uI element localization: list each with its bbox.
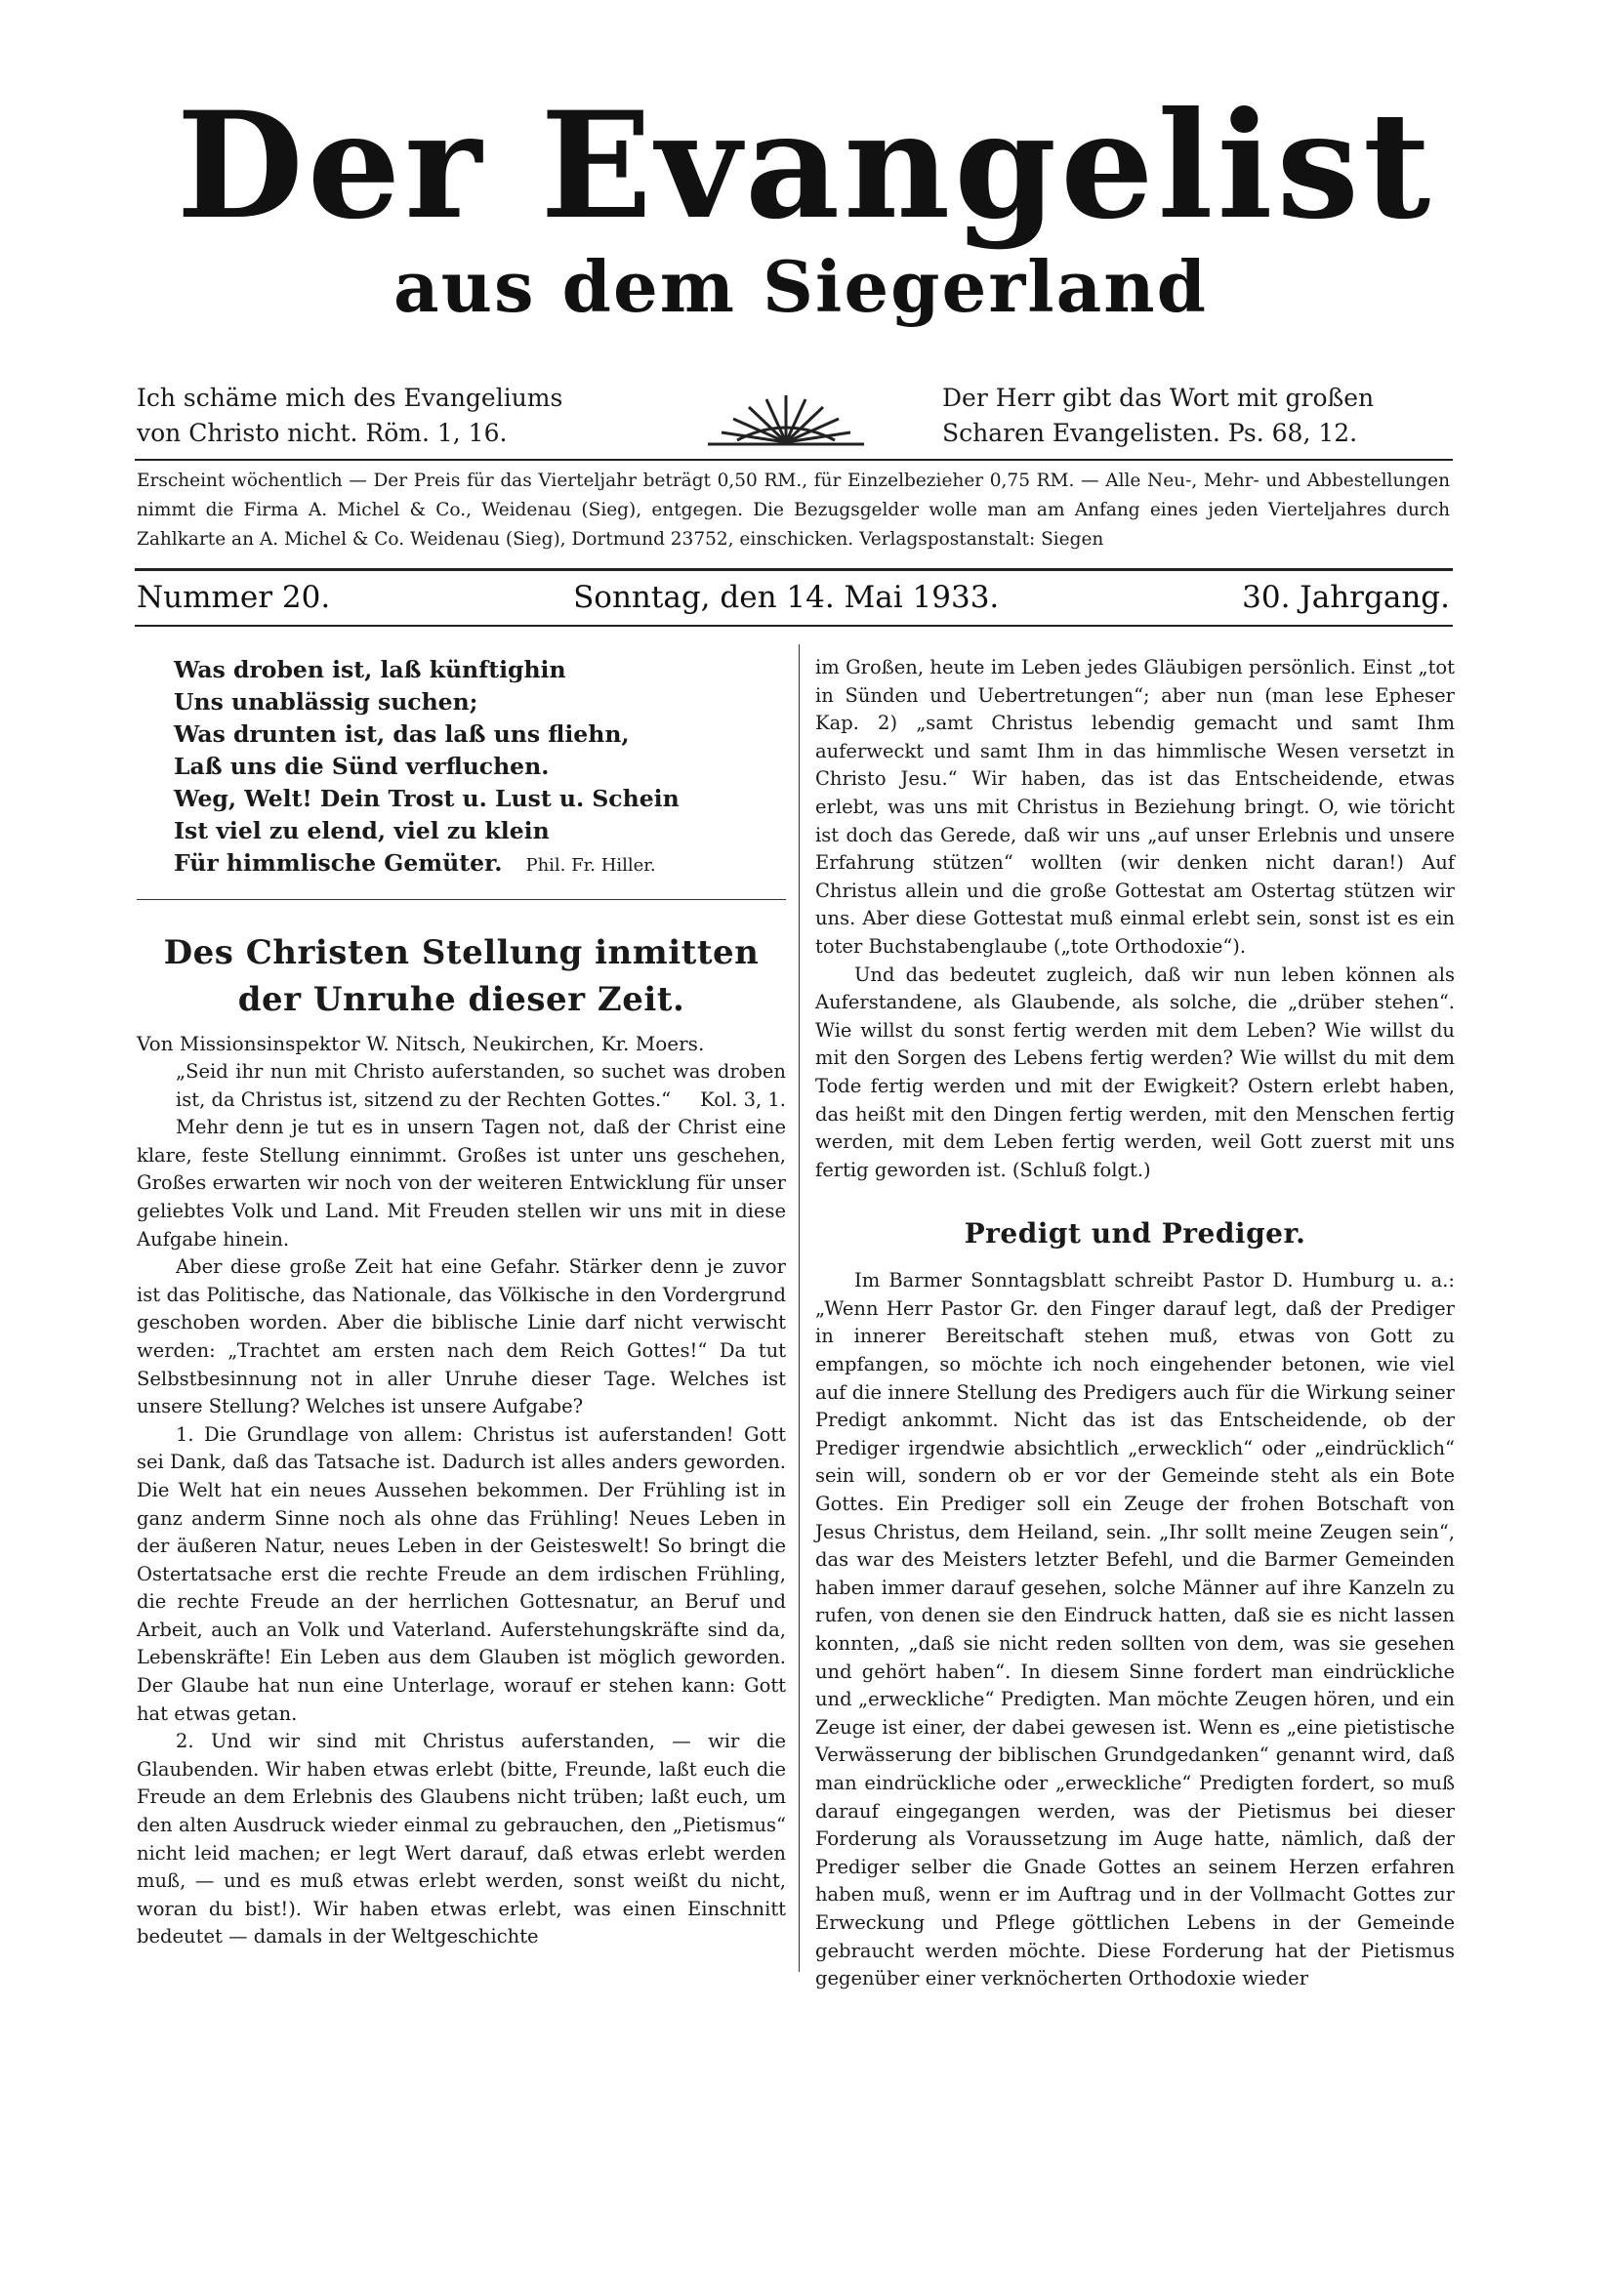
poem-line: Weg, Welt! Dein Trost u. Lust u. Schein (174, 785, 680, 812)
masthead-subtitle: aus dem Siegerland (393, 245, 1208, 328)
subscription-info: Erscheint wöchentlich — Der Preis für das Vierteljahr beträgt 0,50 RM., für Einzelbezieher 0,75 RM. — Alle Neu-, Mehr- und Abbestellungen nimmt die Firma A. Michel & Co., Weidenau (Sieg), entgegen. Die Bezugsgelder wolle man am Anfang eines jeden Vierteljahres durch Zahlkarte an A. Michel & Co. Weidenau (Sieg), Dortmund 23752, einschicken. Verlagspostanstalt: Siegen (137, 471, 1450, 550)
article-paragraph: 2. Und wir sind mit Christus auferstanden, — wir die Glaubenden. Wir haben etwas erlebt (bitte, Freunde, laßt euch die Freude an dem Erlebnis des Glaubens nicht trüben; laßt euch, um den alten Ausdruck wieder einmal zu gebrauchen, den „Pietismus“ nicht leid machen; er legt Wert darauf, daß etwas erlebt werden muß, — und es muß etwas erlebt werden, sonst weißt du nicht, woran du bist!). Wir haben etwas erlebt, was einen Einschnitt bedeutet — damals in der Weltgeschichte (137, 1730, 786, 1948)
poem-attribution: Phil. Fr. Hiller. (525, 855, 656, 876)
issue-number: Nummer 20. (137, 580, 331, 615)
motto-right-line-2: Scharen Evangelisten. Ps. 68, 12. (942, 419, 1358, 447)
article2-title: Predigt und Prediger. (964, 1217, 1306, 1250)
right-column (815, 654, 1455, 1993)
poem-line: Laß uns die Sünd verfluchen. (174, 753, 550, 780)
rule-above-issue (135, 568, 1453, 571)
article-continuation: Und das bedeutet zugleich, daß wir nun leben können als Auferstandene, als Glaubende, als solche, die „drüber stehen“. Wie willst du sonst fertig werden mit dem Leben? Wie willst du mit den Sorgen des Lebens fertig werden? Wie willst du mit dem Tode fertig werden und mit der Ewigkeit? Ostern erlebt haben, das heißt mit den Dingen fertig werden, mit den Menschen fertig werden, mit dem Leben fertig werden, weil Gott zuerst mit uns fertig geworden ist. (Schluß folgt.) (815, 963, 1455, 1181)
rule-top (135, 459, 1453, 461)
article-quote (176, 1058, 786, 1114)
article-byline: Von Missionsinspektor W. Nitsch, Neukirchen, Kr. Moers. (137, 1032, 705, 1055)
quote-reference: Kol. 3, 1. (700, 1087, 786, 1111)
sunburst-ornament (698, 376, 874, 454)
rule-below-issue (135, 625, 1453, 627)
poem (174, 654, 786, 882)
poem-line: Was drunten ist, das laß uns fliehn, (174, 720, 630, 748)
poem-line-last (174, 847, 786, 882)
poem-line: Für himmlische Gemüter. (174, 849, 503, 877)
article2-paragraph: Im Barmer Sonntagsblatt schreibt Pastor D. Humburg u. a.: „Wenn Herr Pastor Gr. den Finger darauf legt, daß der Prediger in innerer Bereitschaft stehen muß, etwas von Gott zu empfangen, so möchte ich noch eingehender betonen, wie viel auf die innere Stellung des Predigers auch für die Wirkung seiner Predigt ankommt. Nicht das ist das Entscheidende, ob der Prediger irgendwie absichtlich „erwecklich“ oder „eindrücklich“ sein will, sondern ob er vor der Gemeinde steht als ein Bote Gottes. Ein Prediger soll ein Zeuge der frohen Botschaft von Jesus Christus, dem Heiland, sein. „Ihr sollt meine Zeugen sein“, das war des Meisters letzter Befehl, und die Barmer Gemeinden haben immer darauf gesehen, solche Männer auf ihre Kanzeln zu rufen, von denen sie den Eindruck hatten, daß sie es nicht lassen konnten, „daß sie nicht reden sollten von dem, was sie gesehen und gehört haben“. In diesem Sinne fordert man eindrückliche und „erweckliche“ Predigten. Man möchte Zeugen hören, und ein Zeuge ist einer, der dabei gewesen ist. Wenn es „eine pietistische Verwässerung der biblischen Grundgedanken“ genannt wird, daß man eindrückliche oder „erweckliche“ Predigten fordert, so muß darauf eingegangen werden, was der Pietismus bei dieser Forderung als Voraussetzung im Auge hatte, nämlich, daß der Prediger selber die Gnade Gottes an seinem Herzen erfahren haben muß, wenn er im Auftrag und in der Vollmacht Gottes zur Erweckung und Pflege göttlichen Lebens in der Gemeinde gebraucht werden möchte. Diese Forderung hat der Pietismus gegenüber einer verknöcherten Orthodoxie wieder (815, 1269, 1455, 1990)
motto-left (137, 381, 644, 451)
column-divider (799, 644, 800, 1972)
poem-line: Uns unablässig suchen; (174, 688, 478, 716)
masthead-title: Der Evangelist (176, 80, 1435, 252)
poem-line: Ist viel zu elend, viel zu klein (174, 817, 550, 844)
article-paragraph: Mehr denn je tut es in unsern Tagen not, daß der Christ eine klare, feste Stellung einnimmt. Großes ist unter uns geschehen, Großes erwarten wir noch von der weiteren Entwicklung für unser geliebtes Volk und Land. Mit Freuden stellen wir uns mit in diese Aufgabe hinein. (137, 1116, 786, 1250)
article-continuation: im Großen, heute im Leben jedes Gläubigen persönlich. Einst „tot in Sünden und Uebertretungen“; aber nun (man lese Epheser Kap. 2) „samt Christus lebendig gemacht und samt Ihm auferweckt und samt Ihm in das himmlische Wesen versetzt in Christo Jesu.“ Wir haben, das ist das Entscheidende, etwas erlebt, was uns mit Christus in Beziehung bringt. O, wie töricht ist doch das Gerede, daß wir uns „auf unser Erlebnis und unsere Erfahrung stützen“ wollten (wir denken nicht daran!) Auf Christus allein und die große Gottestat am Ostertag stützen wir uns. Aber diese Gottestat muß einmal erlebt sein, sonst ist es ein toter Buchstabenglaube („tote Orthodoxie“). (815, 656, 1455, 958)
motto-left-line-1: Ich schäme mich des Evangeliums (137, 384, 563, 412)
issue-year: 30. Jahrgang. (1242, 580, 1450, 615)
article-paragraph: 1. Die Grundlage von allem: Christus ist auferstanden! Gott sei Dank, daß das Tatsache ist. Dadurch ist alles anders geworden. Die Welt hat ein neues Aussehen bekommen. Der Frühling ist in ganz anderm Sinne noch als ohne das Frühling! Neues Leben in der äußeren Natur, neues Leben in der Geisteswelt! So bringt die Ostertatsache erst die rechte Freude an dem irdischen Frühling, die rechte Freude an der herrlichen Gottesnatur, an Beruf und Arbeit, auch an Volk und Vaterland. Auferstehungskräfte sind da, Lebenskräfte! Ein Leben aus dem Glauben ist möglich geworden. Der Glaube hat nun eine Unterlage, worauf er stehen kann: Gott hat etwas getan. (137, 1422, 786, 1725)
issue-date: Sonntag, den 14. Mai 1933. (573, 580, 1000, 615)
poem-line: Was droben ist, laß künftighin (174, 656, 566, 683)
issue-line (137, 578, 1450, 617)
motto-left-line-2: von Christo nicht. Röm. 1, 16. (137, 419, 508, 447)
poem-rule (137, 899, 786, 900)
article-headline: Des Christen Stellung inmitten der Unruhe dieser Zeit. (163, 933, 760, 1019)
quote-text: „Seid ihr nun mit Christo auferstanden, so suchet was droben ist, da Christus ist, sitzend zu der Rechten Gottes.“ (176, 1060, 786, 1111)
left-column (137, 654, 786, 1951)
motto-right (942, 381, 1450, 451)
motto-right-line-1: Der Herr gibt das Wort mit großen (942, 384, 1375, 412)
article-paragraph: Aber diese große Zeit hat eine Gefahr. Stärker denn je zuvor ist das Politische, das Nationale, das Völkische in den Vordergrund geschoben worden. Aber die biblische Linie darf nicht verwischt werden: „Trachtet am ersten nach dem Reich Gottes!“ Da tut Selbstbesinnung not in aller Unruhe dieser Tage. Welches ist unsere Stellung? Welches ist unsere Aufgabe? (137, 1255, 786, 1418)
